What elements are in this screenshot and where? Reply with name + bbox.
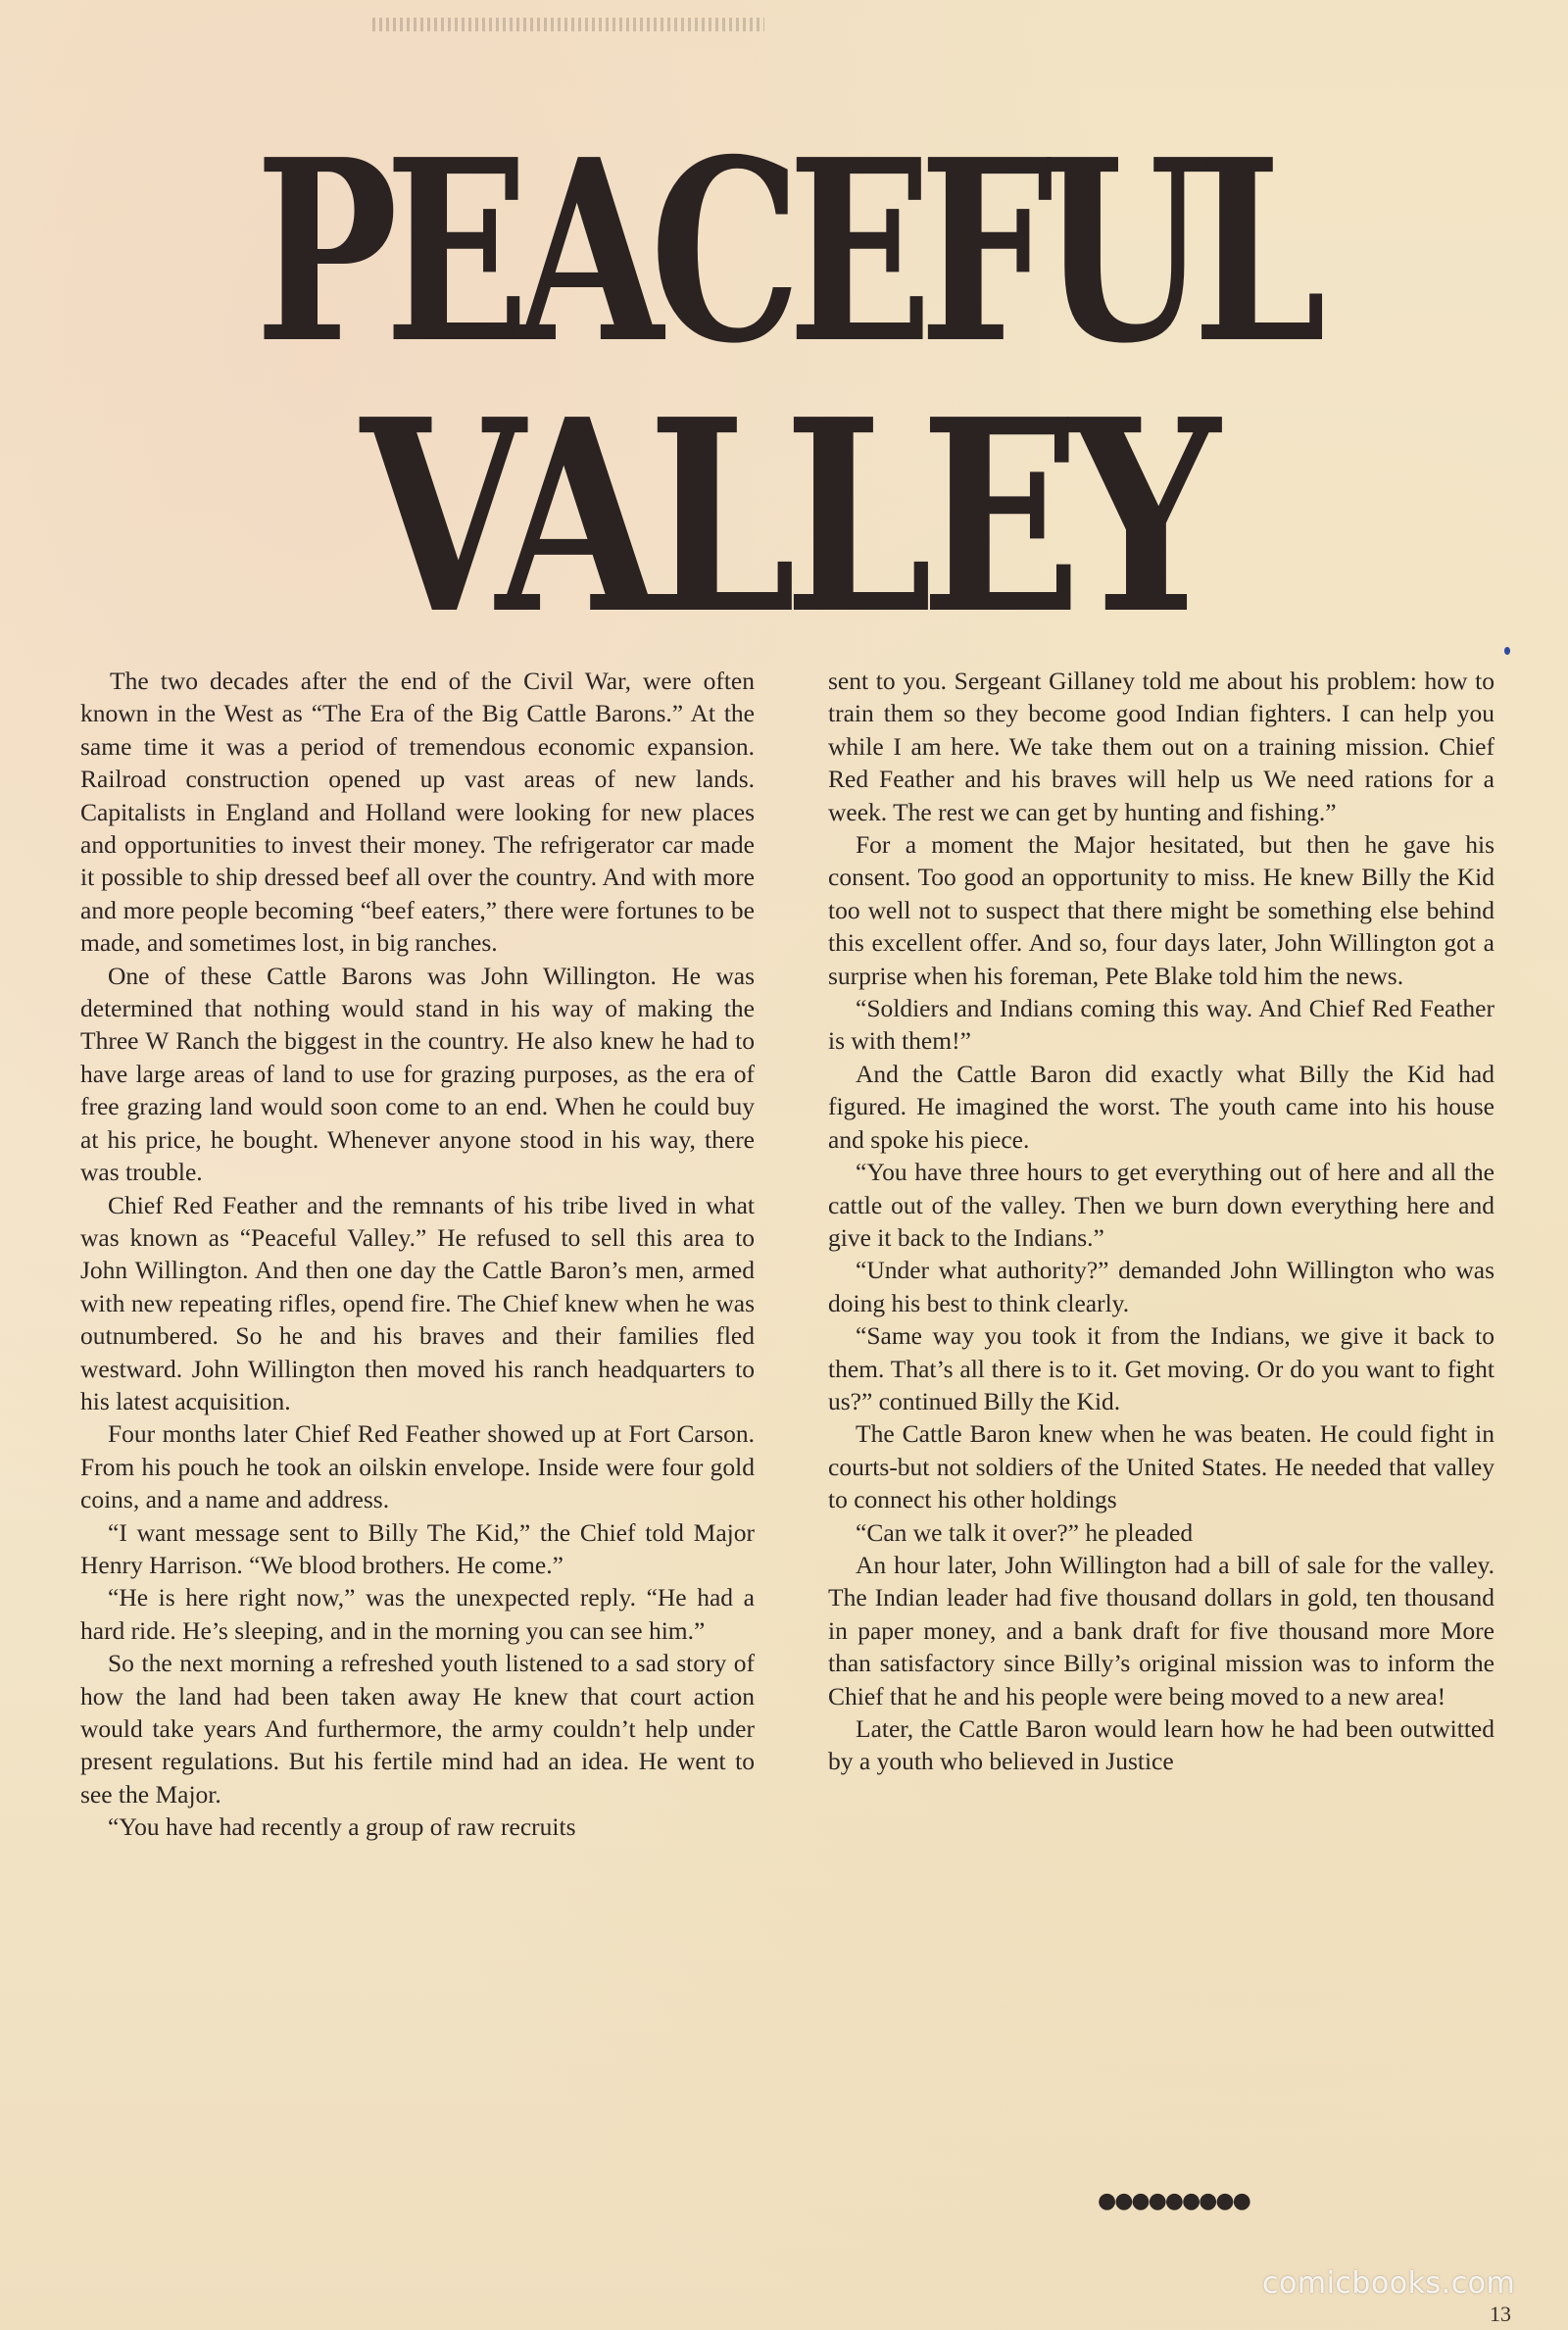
watermark: comicbooks.com [1262,2266,1516,2301]
paragraph: An hour later, John Willington had a bill of sale for the valley. The Indian leader had five thousand dollars in gold, ten thousand in paper money, and a bank draft for five thousand more More than satisfactory since Billy’s original mission was to inform the Chief that he and his people were being moved to a new area! [828,1550,1494,1710]
paragraph: sent to you. Sergeant Gillaney told me about his problem: how to train them so they become good Indian fighters. I can help you while I am here. We take them out on a training mission. Chief Red Feather and his braves will help us We need rations for a week. The rest we can get by hunting and fishing.” [828,667,1494,826]
page-number: 13 [1490,2302,1511,2326]
paragraph: Four months later Chief Red Feather showed up at Fort Carson. From his pouch he took an oilskin envelope. Inside were four gold coins, and a name and address. [80,1419,755,1514]
paragraph: The two decades after the end of the Civil War, were often known in the West as “The Era of the Big Cattle Barons.” At the same time it was a period of tremendous economic expansion. Railroad construction opened up vast areas of new lands. Capitalists in England and Holland were looking for new places and opportunities to invest their money. The refrigerator car made it possible to ship dressed beef all over the country. And with more and more people becoming “beef eaters,” there were fortunes to be made, and sometimes lost, in big ranches. [80,667,755,958]
paragraph: The Cattle Baron knew when he was beaten. He could fight in courts-but not soldiers of the United States. He needed that valley to connect his other holdings [828,1419,1494,1514]
paragraph: “You have had recently a group of raw recruits [108,1812,576,1842]
paragraph: “Can we talk it over?” he pleaded [856,1517,1194,1547]
paragraph: “Same way you took it from the Indians, we give it back to them. That’s all there is to it. Get moving. Or do you want to fight us?” continued Billy the Kid. [828,1321,1494,1415]
paragraph: And the Cattle Baron did exactly what Billy the Kid had figured. He imagined the worst. The youth came into his house and spoke his piece. [828,1059,1494,1154]
paragraph: “I want message sent to Billy The Kid,” the Chief told Major Henry Harrison. “We blood brothers. He come.” [80,1517,755,1579]
article-right-column [828,665,1494,1778]
paragraph: “Under what authority?” demanded John Willington who was doing his best to think clearly. [828,1256,1494,1317]
paragraph: “He is here right now,” was the unexpected reply. “He had a hard ride. He’s sleeping, and in the morning you can see him.” [80,1583,755,1645]
paragraph: So the next morning a refreshed youth listened to a sad story of how the land had been taken away He knew that court action would take years And furthermore, the army couldn’t help under present regulations. But his fertile mind had an idea. He went to see the Major. [80,1649,755,1809]
paragraph: “You have three hours to get everything out of here and all the cattle out of the valley. Then we burn down everything here and give it back to the Indians.” [828,1158,1494,1252]
paragraph: For a moment the Major hesitated, but then he gave his consent. Too good an opportunity to miss. He knew Billy the Kid too well not to suspect that there might be something else behind this excellent offer. And so, four days later, John Willington got a surprise when his foreman, Pete Blake told him the news. [828,830,1494,990]
article-left-column [80,665,755,1844]
ink-dot [1504,647,1510,655]
title-line-2: VALLEY [360,361,1208,672]
paragraph: “Soldiers and Indians coming this way. And Chief Red Feather is with them!” [828,994,1494,1056]
paragraph: Later, the Cattle Baron would learn how he had been outwitted by a youth who believed in Justice [828,1714,1494,1776]
end-of-story-mark: ●●●●●●●●● [1098,2189,1250,2213]
paragraph: One of these Cattle Barons was John Willington. He was determined that nothing would stand in his way of making the Three W Ranch the biggest in the country. He also knew he had to have large areas of land to use for grazing purposes, as the era of free grazing land would soon come to an end. When he could buy at his price, he bought. Whenever anyone stood in his way, there was trouble. [80,961,755,1187]
print-smudge [372,18,764,31]
paragraph: Chief Red Feather and the remnants of his tribe lived in what was known as “Peaceful Valley.” He refused to sell this area to John Willington. And then one day the Cattle Baron’s men, armed with new repeating rifles, opend fire. The Chief knew when he was outnumbered. So he and his braves and their families fled westward. John Willington then moved his ranch headquarters to his latest acquisition. [80,1190,755,1415]
title-line-1: PEACEFUL [255,106,1313,399]
